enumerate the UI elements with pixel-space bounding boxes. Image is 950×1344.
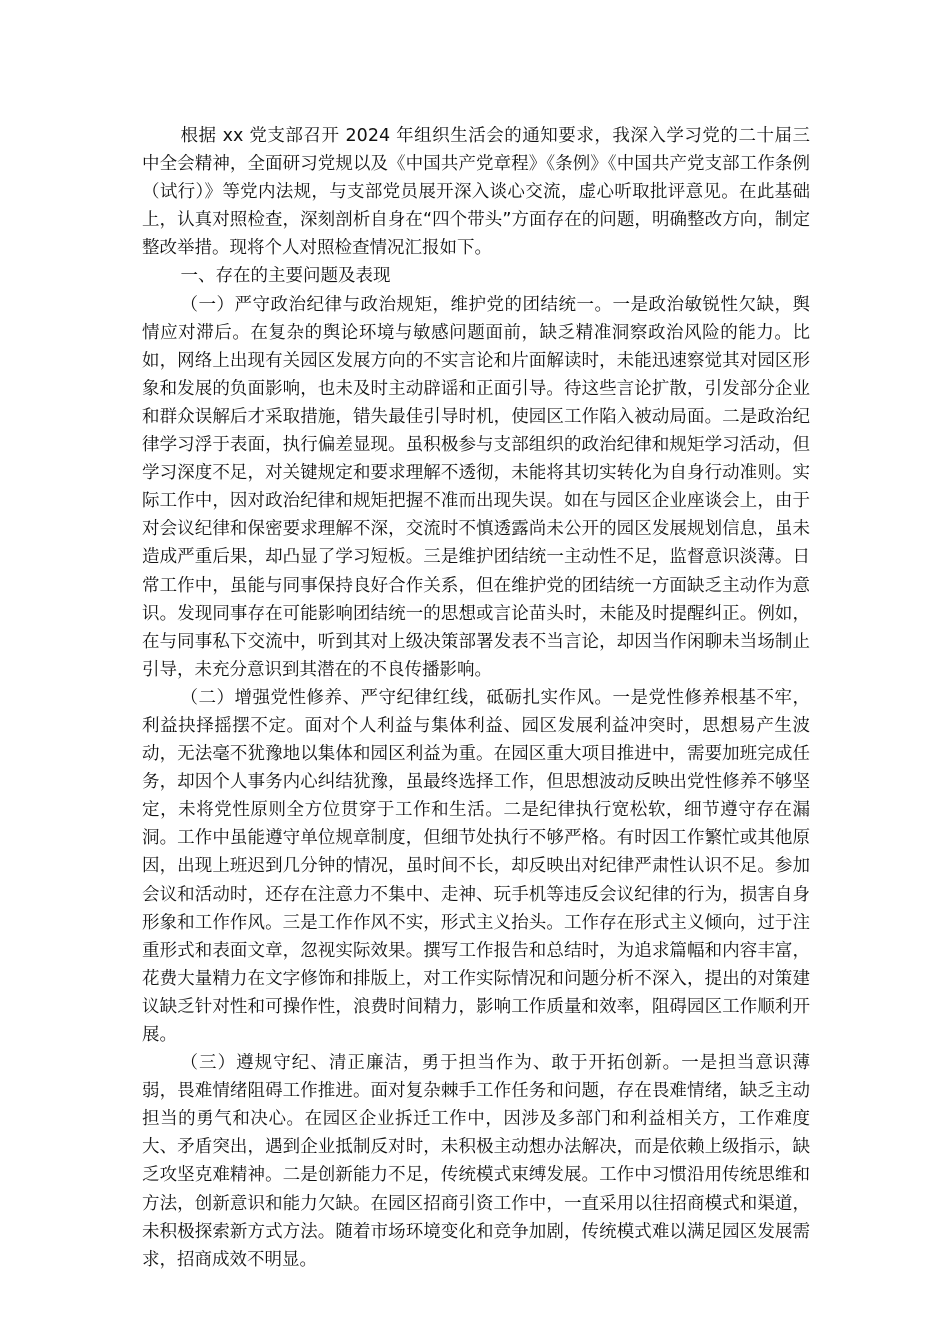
paragraph-responsibility: （三）遵规守纪、清正廉洁，勇于担当作为、敢于开拓创新。一是担当意识薄弱，畏难情绪阻碍工作推进。面对复杂棘手工作任务和问题，存在畏难情绪，缺乏主动担当的勇气和决心。在园区企业拆迁工作中，因涉及多部门和利益相关方，工作难度大、矛盾突出，遇到企业抵制反对时，未积极主动想办法解决，而是依赖上级指示，缺乏攻坚克难精神。二是创新能力不足，传统模式束缚发展。工作中习惯沿用传统思维和方法，创新意识和能力欠缺。在园区招商引资工作中，一直采用以往招商模式和渠道，未积极探索新方式方法。随着市场环境变化和竞争加剧，传统模式难以满足园区发展需求，招商成效不明显。 (142, 1053, 810, 1270)
paragraph-party-spirit: （二）增强党性修养、严守纪律红线，砥砺扎实作风。一是党性修养根基不牢，利益抉择摇摆不定。面对个人利益与集体利益、园区发展利益冲突时，思想易产生波动，无法毫不犹豫地以集体和园区利益为重。在园区重大项目推进中，需要加班完成任务，却因个人事务内心纠结犹豫，虽最终选择工作，但思想波动反映出党性修养不够坚定，未将党性原则全方位贯穿于工作和生活。二是纪律执行宽松软，细节遵守存在漏洞。工作中虽能遵守单位规章制度，但细节处执行不够严格。有时因工作繁忙或其他原因，出现上班迟到几分钟的情况，虽时间不长，却反映出对纪律严肃性认识不足。参加会议和活动时，还存在注意力不集中、走神、玩手机等违反会议纪律的行为，损害自身形象和工作作风。三是工作作风不实，形式主义抬头。工作存在形式主义倾向，过于注重形式和表面文章，忽视实际效果。撰写工作报告和总结时，为追求篇幅和内容丰富，花费大量精力在文字修饰和排版上，对工作实际情况和问题分析不深入，提出的对策建议缺乏针对性和可操作性，浪费时间精力，影响工作质量和效率，阻碍园区工作顺利开展。 (142, 687, 810, 1045)
paragraph-political-discipline: （一）严守政治纪律与政治规矩，维护党的团结统一。一是政治敏锐性欠缺，舆情应对滞后。在复杂的舆论环境与敏感问题面前，缺乏精准洞察政治风险的能力。比如，网络上出现有关园区发展方向的不实言论和片面解读时，未能迅速察觉其对园区形象和发展的负面影响，也未及时主动辟谣和正面引导。待这些言论扩散，引发部分企业和群众误解后才采取措施，错失最佳引导时机，使园区工作陷入被动局面。二是政治纪律学习浮于表面，执行偏差显现。虽积极参与支部组织的政治纪律和规矩学习活动，但学习深度不足，对关键规定和要求理解不透彻，未能将其切实转化为自身行动准则。实际工作中，因对政治纪律和规矩把握不准而出现失误。如在与园区企业座谈会上，由于对会议纪律和保密要求理解不深，交流时不慎透露尚未公开的园区发展规划信息，虽未造成严重后果，却凸显了学习短板。三是维护团结统一主动性不足，监督意识淡薄。日常工作中，虽能与同事保持良好合作关系，但在维护党的团结统一方面缺乏主动作为意识。发现同事存在可能影响团结统一的思想或言论苗头时，未能及时提醒纠正。例如，在与同事私下交流中，听到其对上级决策部署发表不当言论，却因当作闲聊未当场制止引导，未充分意识到其潜在的不良传播影响。 (142, 294, 810, 680)
section-heading: 一、存在的主要问题及表现 (180, 266, 391, 287)
document-body (142, 122, 810, 1274)
intro-paragraph: 根据 xx 党支部召开 2024 年组织生活会的通知要求，我深入学习党的二十届三中全会精神，全面研习党规以及《中国共产党章程》《条例》《中国共产党支部工作条例（试行）》等党内法规，与支部党员展开深入谈心交流，虚心听取批评意见。在此基础上，认真对照检查，深刻剖析自身在“四个带头”方面存在的问题，明确整改方向，制定整改举措。现将个人对照检查情况汇报如下。 (142, 126, 810, 259)
